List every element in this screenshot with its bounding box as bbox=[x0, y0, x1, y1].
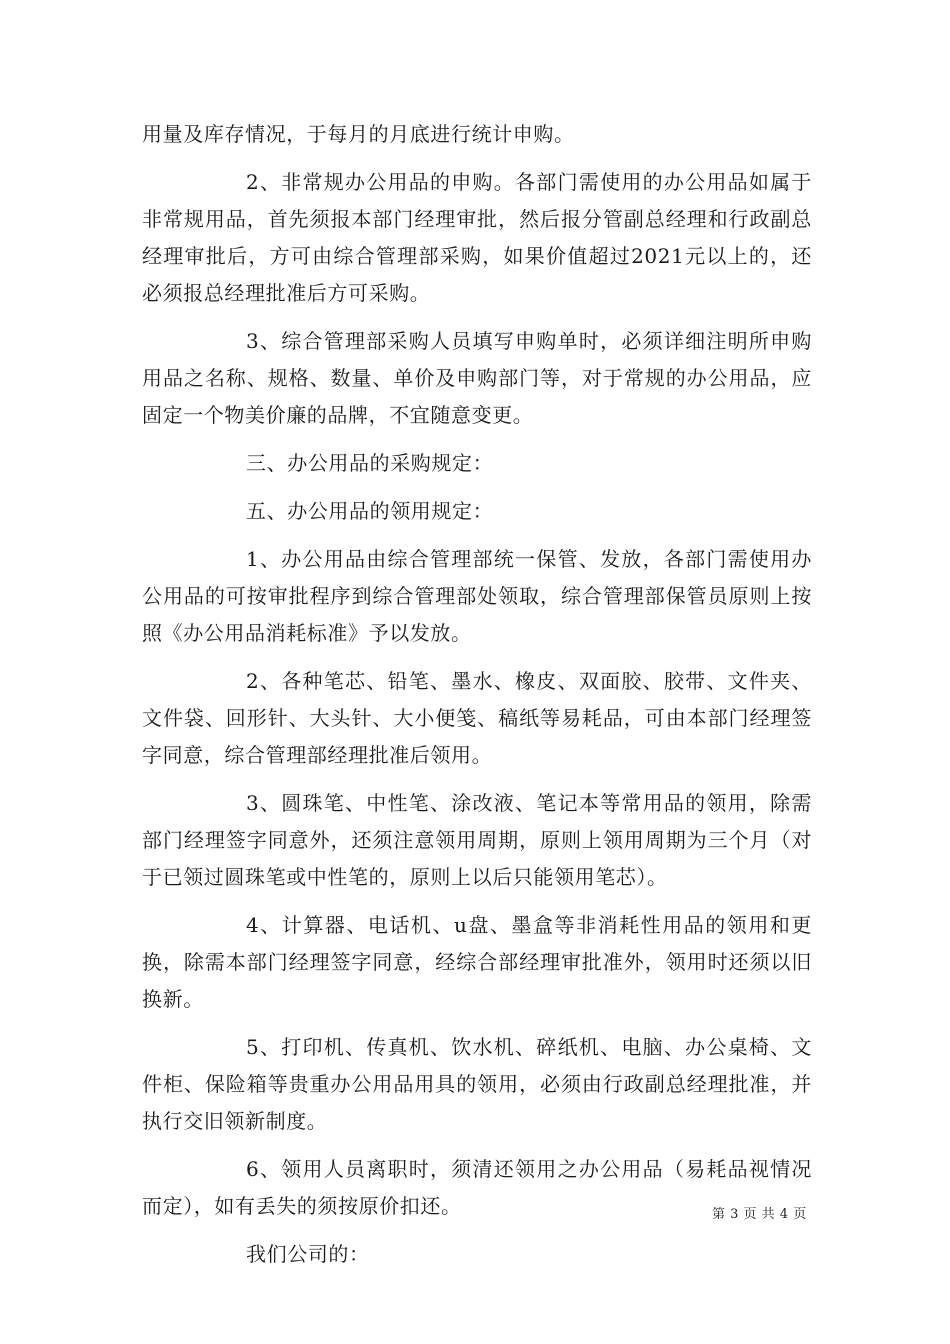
paragraph-5: 1、办公用品由综合管理部统一保管、发放，各部门需使用办公用品的可按审批程序到综合管理部处领取，综合管理部保管员原则上按照《办公用品消耗标准》予以发放。 bbox=[142, 547, 812, 645]
document-body bbox=[142, 116, 812, 1273]
paragraph-2: 3、综合管理部采购人员填写申购单时，必须详细注明所申购用品之名称、规格、数量、单价及申购部门等，对于常规的办公用品，应固定一个物美价廉的品牌，不宜随意变更。 bbox=[142, 329, 812, 427]
paragraph-8: 4、计算器、电话机、u盘、墨盒等非消耗性用品的领用和更换，除需本部门经理签字同意，经综合部经理审批准外，领用时还须以旧换新。 bbox=[142, 913, 812, 1011]
section-heading-3: 三、办公用品的采购规定： bbox=[246, 451, 494, 475]
paragraph-0: 用量及库存情况，于每月的月底进行统计申购。 bbox=[142, 122, 575, 146]
paragraph-7: 3、圆珠笔、中性笔、涂改液、笔记本等常用品的领用，除需部门经理签字同意外，还须注意领用周期，原则上领用周期为三个月（对于已领过圆珠笔或中性笔的，原则上以后只能领用笔芯）。 bbox=[142, 791, 812, 889]
paragraph-10: 6、领用人员离职时，须清还领用之办公用品（易耗品视情况而定），如有丢失的须按原价扣还。 bbox=[142, 1157, 812, 1218]
paragraph-11: 我们公司的： bbox=[246, 1242, 370, 1266]
paragraph-6: 2、各种笔芯、铅笔、墨水、橡皮、双面胶、胶带、文件夹、文件袋、回形针、大头针、大小便笺、稿纸等易耗品，可由本部门经理签字同意，综合管理部经理批准后领用。 bbox=[142, 669, 812, 767]
section-heading-5: 五、办公用品的领用规定： bbox=[246, 499, 494, 523]
page-number-footer: 第 3 页 共 4 页 bbox=[712, 1207, 807, 1222]
paragraph-9: 5、打印机、传真机、饮水机、碎纸机、电脑、办公桌椅、文件柜、保险箱等贵重办公用品用具的领用，必须由行政副总经理批准，并执行交旧领新制度。 bbox=[142, 1035, 812, 1133]
paragraph-1: 2、非常规办公用品的申购。各部门需使用的办公用品如属于非常规用品，首先须报本部门经理审批，然后报分管副总经理和行政副总经理审批后，方可由综合管理部采购，如果价值超过2021元以上的，还必须报总经理批准后方可采购。 bbox=[142, 170, 812, 305]
